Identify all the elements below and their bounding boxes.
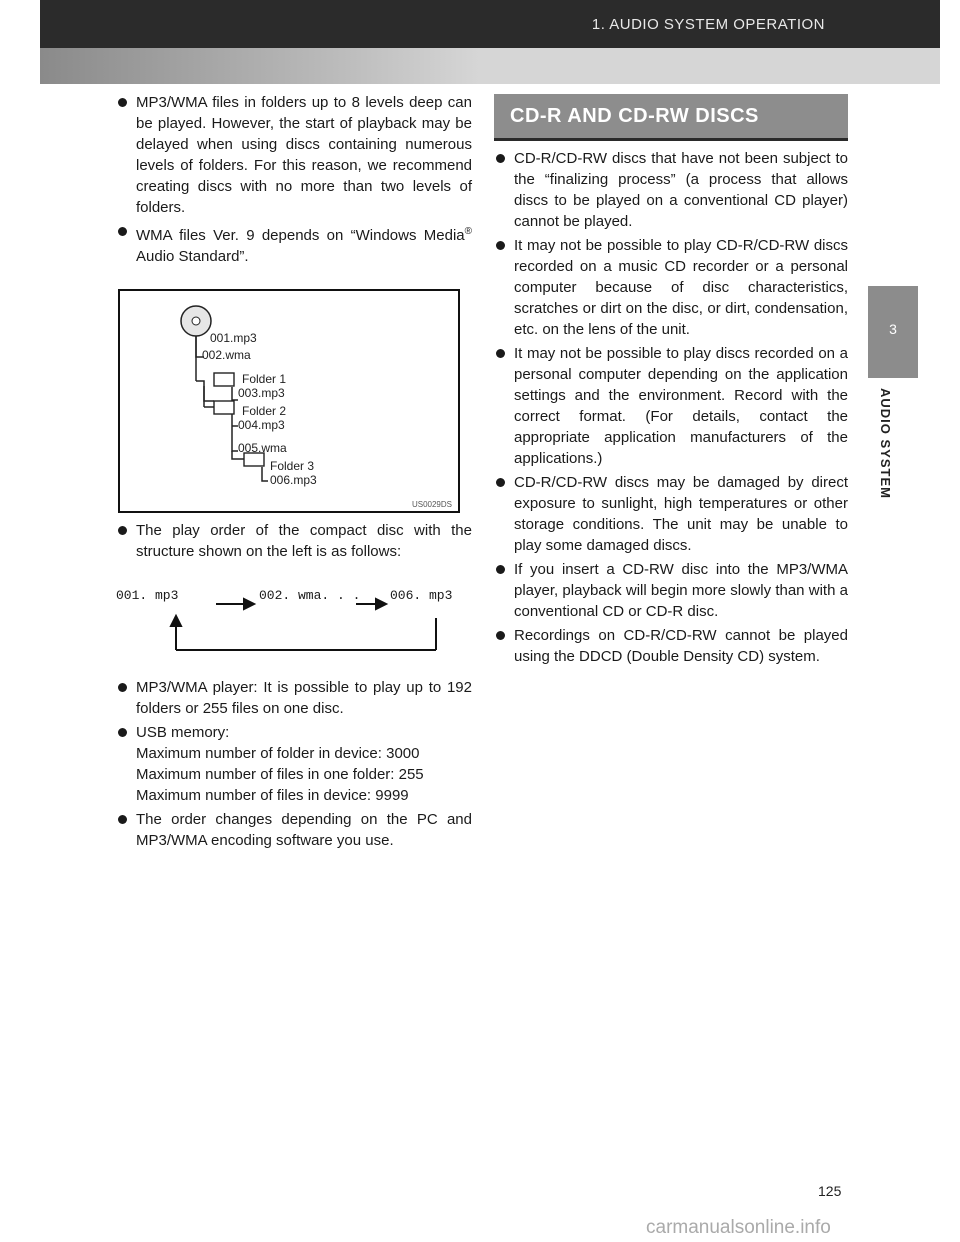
bullet-icon (118, 526, 127, 535)
bullet-text: MP3/WMA player: It is possible to play up to 192 folders or 255 files on one disc. (136, 679, 472, 717)
bullet-icon (118, 227, 127, 236)
section-title: CD-R AND CD-RW DISCS (510, 105, 759, 127)
file-003: 003.mp3 (238, 386, 285, 400)
bullet-item (494, 148, 848, 232)
folder-icon (214, 373, 234, 386)
bullet-text (136, 221, 472, 267)
bullet-icon (496, 478, 505, 487)
bullet-item (494, 625, 848, 667)
usb-line-1: USB memory: (136, 724, 230, 741)
registered-mark: ® (464, 226, 472, 237)
disc-icon (181, 306, 211, 336)
bullet-text: If you insert a CD-RW disc into the MP3/WMA player, playback will begin more slowly than with a conventional CD or CD-R disc. (514, 561, 848, 620)
order-item-2: 002. wma. . . (259, 588, 361, 603)
arrow-right-icon (376, 599, 386, 609)
bullet-item (494, 235, 848, 340)
section-header (494, 94, 848, 141)
folder-2-label: Folder 2 (242, 404, 287, 418)
subheader-gradient (40, 48, 480, 84)
folder-icon (214, 401, 234, 414)
watermark-link[interactable]: carmanualsonline.info (646, 1217, 831, 1238)
arrow-up-icon (171, 616, 181, 626)
file-005: 005.wma (238, 441, 287, 455)
page-number: 125 (818, 1183, 842, 1199)
usb-line-4: Maximum number of files in device: 9999 (136, 787, 409, 804)
bullet-icon (496, 565, 505, 574)
chapter-number: 3 (889, 321, 897, 337)
bullet-item (116, 722, 472, 806)
bullet-text: Recordings on CD-R/CD-RW cannot be played using the DDCD (Double Density CD) system. (514, 627, 848, 665)
bullet-icon (118, 728, 127, 737)
bullet-icon (118, 683, 127, 692)
order-arrows (116, 588, 476, 668)
bullet-icon (118, 815, 127, 824)
arrow-right-icon (244, 599, 254, 609)
bullet-icon (496, 241, 505, 250)
left-column-top (116, 92, 472, 270)
bullet-text: It may not be possible to play discs recorded on a personal computer depending on the application settings and the environment. Record with the correct format. (For details, contact the appropriate application manufacturers of the applications.) (514, 345, 848, 467)
bullet-text: CD-R/CD-RW discs may be damaged by direct exposure to sunlight, high temperatures or other storage conditions. The unit may be unable to play some damaged discs. (514, 474, 848, 554)
folder-structure-figure (118, 289, 460, 513)
left-column-middle (116, 520, 472, 565)
bullet-text (136, 722, 472, 806)
bullet-item (116, 92, 472, 218)
bullet-text: It may not be possible to play CD-R/CD-RW discs recorded on a music CD recorder or a personal computer because of disc characteristics, scratches or dirt on the disc, or dirt, condensation, etc. on the lens of the unit. (514, 237, 848, 338)
usb-line-3: Maximum number of files in one folder: 255 (136, 766, 424, 783)
bullet-item (116, 677, 472, 719)
header-title: 1. AUDIO SYSTEM OPERATION (591, 16, 825, 33)
header-bar (40, 0, 940, 48)
right-column (494, 148, 848, 670)
bullet-icon (496, 631, 505, 640)
bullet-item (494, 343, 848, 469)
figure-code: US0029DS (411, 500, 452, 509)
chapter-label: AUDIO SYSTEM (878, 388, 893, 499)
wma-text-b: Audio Standard”. (136, 248, 249, 265)
order-item-3: 006. mp3 (390, 588, 453, 603)
usb-line-2: Maximum number of folder in device: 3000 (136, 745, 420, 762)
left-column-bottom (116, 677, 472, 854)
file-002: 002.wma (202, 348, 251, 362)
chapter-label-wrap (878, 388, 908, 528)
bullet-text: MP3/WMA files in folders up to 8 levels deep can be played. However, the start of playback may be delayed when using discs containing numerous levels of folders. For this reason, we recommend creating discs with no more than two levels of folders. (136, 94, 472, 216)
bullet-icon (118, 98, 127, 107)
bullet-text: The play order of the compact disc with the structure shown on the left is as follows: (136, 522, 472, 560)
file-006: 006.mp3 (270, 473, 317, 487)
wma-text-a: WMA files Ver. 9 depends on “Windows Media (136, 227, 465, 244)
bullet-item (494, 472, 848, 556)
bullet-text: CD-R/CD-RW discs that have not been subject to the “finalizing process” (a process that allows discs to be played on a conventional CD player) cannot be played. (514, 150, 848, 230)
bullet-icon (496, 154, 505, 163)
bullet-item (116, 221, 472, 267)
folder-3-label: Folder 3 (270, 459, 315, 473)
play-order-diagram (116, 588, 476, 668)
file-004: 004.mp3 (238, 418, 285, 432)
file-001: 001.mp3 (210, 331, 257, 345)
folder-1-label: Folder 1 (242, 372, 287, 386)
bullet-item (494, 559, 848, 622)
bullet-item (116, 809, 472, 851)
bullet-text: The order changes depending on the PC and MP3/WMA encoding software you use. (136, 811, 472, 849)
bullet-icon (496, 349, 505, 358)
bullet-item (116, 520, 472, 562)
order-item-1: 001. mp3 (116, 588, 179, 603)
